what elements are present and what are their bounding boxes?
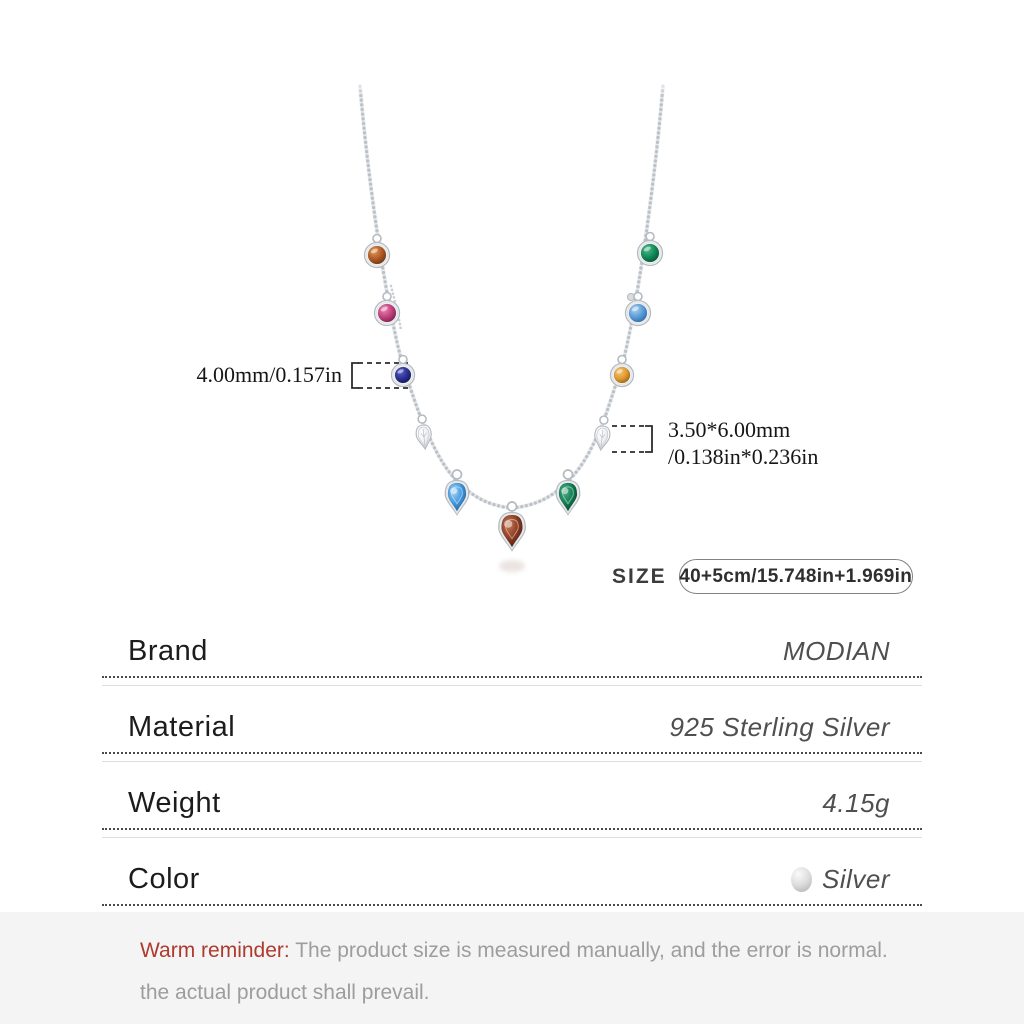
color-value-text: Silver (821, 863, 890, 894)
size-value-pill: 40+5cm/15.748in+1.969in (679, 559, 913, 594)
table-row-material (102, 704, 922, 780)
reminder-text: The product size is measured manually, and the error is normal. (295, 939, 888, 962)
size-label: SIZE (612, 564, 667, 588)
color-label: Color (128, 862, 200, 895)
brand-value: MODIAN (783, 635, 890, 666)
color-value (791, 864, 890, 895)
chain-fadeout (336, 78, 680, 96)
table-row-brand (102, 628, 922, 704)
measure-label-pear-gem (668, 416, 818, 470)
row-divider (102, 752, 922, 754)
row-divider (102, 904, 922, 906)
spec-table (102, 628, 922, 932)
row-divider (102, 676, 922, 678)
pear-green-emerald (556, 470, 580, 515)
leaf-white-cz-left (414, 414, 432, 449)
round-orange-garnet (365, 235, 390, 268)
material-value: 925 Sterling Silver (669, 711, 890, 742)
reminder-line2: the actual product shall prevail. (140, 981, 430, 1004)
warm-reminder-footer (0, 912, 1024, 1024)
round-pink-ruby (375, 293, 400, 326)
bracket-right (645, 426, 652, 452)
leaf-white-cz-right (593, 415, 611, 450)
round-green-emerald (638, 233, 663, 266)
pear-red-garnet (499, 502, 526, 551)
gem-charms (365, 233, 663, 551)
row-divider (102, 828, 922, 830)
reminder-line1 (140, 939, 888, 963)
table-row-weight (102, 780, 922, 856)
round-blue-sapphire (392, 356, 415, 387)
silver-color-swatch-icon (791, 867, 812, 892)
bracket-left (352, 363, 359, 388)
necklace-chain (360, 86, 663, 572)
pear-blue-topaz (445, 470, 469, 515)
dashed-callout-right (612, 426, 646, 452)
measure-right-line2: /0.138in*0.236in (668, 444, 819, 469)
weight-label: Weight (128, 786, 221, 819)
size-section (612, 559, 913, 594)
measure-right-line1: 3.50*6.00mm (668, 417, 791, 442)
measure-label-round-gem: 4.00mm/0.157in (196, 362, 342, 387)
reminder-title: Warm reminder: (140, 939, 290, 962)
round-yellow-citrine (611, 356, 634, 387)
material-label: Material (128, 710, 236, 743)
brand-label: Brand (128, 634, 208, 667)
weight-value: 4.15g (822, 787, 890, 818)
